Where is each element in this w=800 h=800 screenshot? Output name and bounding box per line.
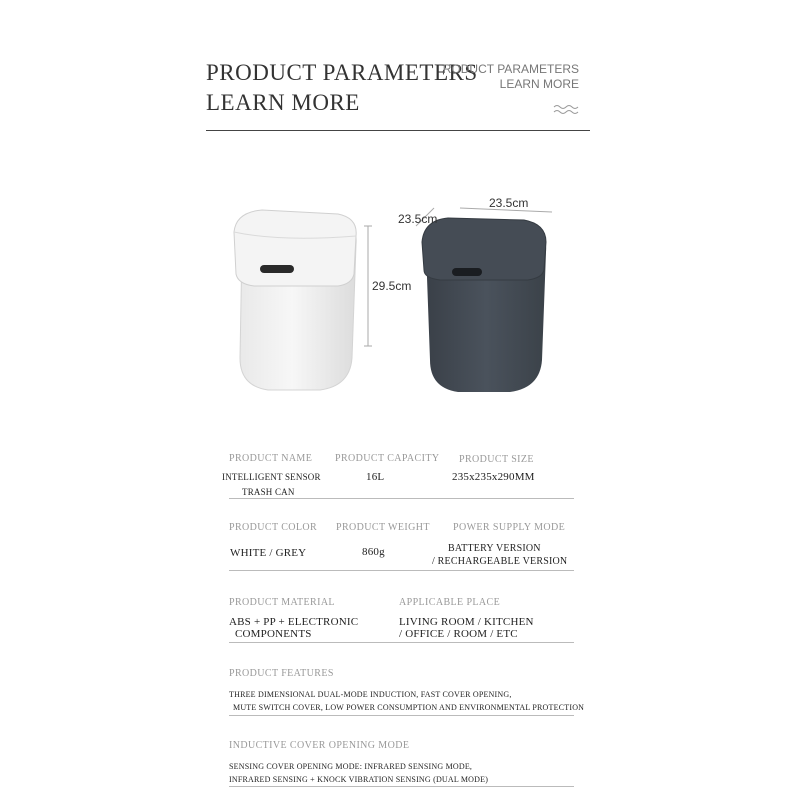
material-line-1: ABS + PP + ELECTRONIC xyxy=(229,616,359,628)
product-color-label: PRODUCT COLOR xyxy=(229,522,318,533)
inductive-line-1: SENSING COVER OPENING MODE: INFRARED SENSING MODE, xyxy=(229,762,473,771)
sensor-window xyxy=(260,265,294,273)
product-name-line-2: TRASH CAN xyxy=(242,487,295,497)
row-divider xyxy=(229,786,574,787)
product-material-value xyxy=(229,616,358,640)
product-color-value: WHITE / GREY xyxy=(230,547,307,559)
product-name-line-1: INTELLIGENT SENSOR xyxy=(222,472,321,482)
row-divider xyxy=(229,642,574,643)
height-dimension: 29.5cm xyxy=(372,279,412,293)
power-supply-label: POWER SUPPLY MODE xyxy=(453,522,566,533)
product-weight-value: 860g xyxy=(362,546,385,558)
product-features-value xyxy=(229,688,584,714)
grey-trash-can xyxy=(422,218,546,392)
sensor-window xyxy=(452,268,482,276)
product-capacity-value: 16L xyxy=(366,471,385,483)
row-divider xyxy=(229,498,574,499)
applicable-place-value xyxy=(399,616,534,640)
features-line-1: THREE DIMENSIONAL DUAL-MODE INDUCTION, FAST COVER OPENING, xyxy=(229,690,512,699)
inductive-line-2: INFRARED SENSING + KNOCK VIBRATION SENSING (DUAL MODE) xyxy=(229,775,489,784)
header-divider xyxy=(206,130,590,131)
product-name-value xyxy=(222,471,321,499)
title-line-2: LEARN MORE xyxy=(206,90,360,115)
power-line-1: BATTERY VERSION xyxy=(448,543,541,554)
white-trash-can xyxy=(234,210,356,390)
product-size-value: 235x235x290MM xyxy=(452,471,535,483)
product-weight-label: PRODUCT WEIGHT xyxy=(336,522,430,533)
width-dimension: 23.5cm xyxy=(489,196,529,210)
wave-icon xyxy=(553,104,579,116)
product-material-label: PRODUCT MATERIAL xyxy=(229,597,335,608)
product-name-label: PRODUCT NAME xyxy=(229,453,313,464)
power-supply-value xyxy=(432,542,567,568)
product-capacity-label: PRODUCT CAPACITY xyxy=(335,453,440,464)
place-line-1: LIVING ROOM / KITCHEN xyxy=(399,616,534,628)
title-line-1: PRODUCT PARAMETERS xyxy=(206,60,478,85)
page-subtitle xyxy=(430,62,579,92)
inductive-mode-value xyxy=(229,760,488,786)
applicable-place-label: APPLICABLE PLACE xyxy=(399,597,501,608)
inductive-mode-label: INDUCTIVE COVER OPENING MODE xyxy=(229,740,410,751)
subtitle-line-1: RODUCT PARAMETERS xyxy=(442,62,579,76)
material-line-2: COMPONENTS xyxy=(235,628,312,640)
power-line-2: / RECHARGEABLE VERSION xyxy=(432,556,568,567)
product-features-label: PRODUCT FEATURES xyxy=(229,668,334,679)
product-size-label: PRODUCT SIZE xyxy=(459,454,534,465)
features-line-2: MUTE SWITCH COVER, LOW POWER CONSUMPTION AND ENVIRONMENTAL PROTECTION xyxy=(233,703,585,712)
row-divider xyxy=(229,570,574,571)
place-line-2: / OFFICE / ROOM / ETC xyxy=(399,628,518,640)
row-divider xyxy=(229,715,574,716)
subtitle-line-2: LEARN MORE xyxy=(499,77,579,91)
depth-dimension: 23.5cm xyxy=(398,212,438,226)
